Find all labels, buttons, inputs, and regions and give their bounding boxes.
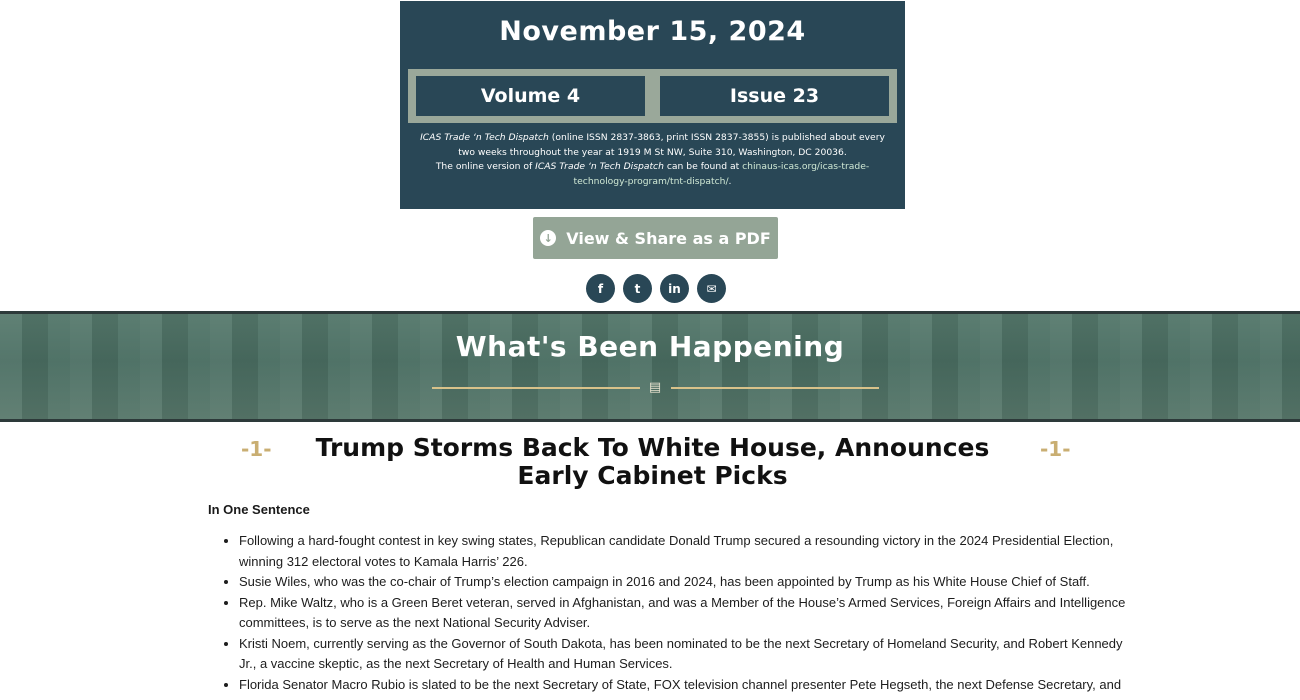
twitter-icon[interactable]: t bbox=[623, 274, 652, 303]
volume-label: Volume 4 bbox=[416, 76, 645, 116]
pdf-button-label: View & Share as a PDF bbox=[566, 228, 771, 248]
list-item: • Rep. Mike Waltz, who is a Green Beret veteran, served in Afghanistan, and was a Member of the House’s Armed Services, Foreign Affairs and Intelligence committees, is to serve as the next National Security Adviser. bbox=[239, 593, 1129, 634]
issn-text: (online ISSN 2837-3863, print ISSN 2837-3855) is published about every two weeks throughout the year at 1919 M St NW, Suite 310, Washington, DC 20036. bbox=[458, 132, 885, 158]
list-item: • Susie Wiles, who was the co-chair of Trump’s election campaign in 2016 and 2024, has been appointed by Trump as his White House Chief of Staff. bbox=[239, 572, 1129, 593]
facebook-icon[interactable]: f bbox=[586, 274, 615, 303]
volume-issue-frame bbox=[408, 69, 897, 123]
section-banner bbox=[0, 311, 1300, 422]
list-item: • Florida Senator Macro Rubio is slated to be the next Secretary of State, FOX television channel presenter Pete Hegseth, the next Defense Secretary, and bbox=[239, 675, 1129, 696]
publication-name-2: ICAS Trade ‘n Tech Dispatch bbox=[535, 161, 664, 172]
publication-name: ICAS Trade ‘n Tech Dispatch bbox=[420, 132, 549, 143]
share-buttons bbox=[586, 274, 726, 303]
summary-list bbox=[208, 531, 1129, 695]
view-share-pdf-button[interactable] bbox=[533, 217, 778, 259]
newspaper-icon: ▤ bbox=[648, 380, 662, 395]
online-prefix: The online version of bbox=[435, 161, 536, 172]
issue-label: Issue 23 bbox=[660, 76, 889, 116]
article-title: Trump Storms Back To White House, Announces Early Cabinet Picks bbox=[315, 433, 990, 490]
list-item: • Following a hard-fought contest in key swing states, Republican candidate Donald Trump secured a resounding victory in the 2024 Presidential Election, winning 312 electoral votes to Kamala Harris’ 226. bbox=[239, 531, 1129, 572]
in-one-sentence-label: In One Sentence bbox=[208, 502, 310, 517]
divider-left bbox=[432, 387, 640, 389]
divider-right bbox=[671, 387, 879, 389]
publication-info bbox=[414, 131, 891, 189]
online-suffix: . bbox=[728, 175, 732, 187]
online-middle: can be found at bbox=[663, 161, 743, 172]
article-number-left: -1- bbox=[241, 437, 272, 461]
section-title: What's Been Happening bbox=[455, 330, 845, 363]
masthead bbox=[400, 1, 905, 209]
email-icon[interactable]: ✉ bbox=[697, 274, 726, 303]
download-circle-icon: ↓ bbox=[540, 230, 556, 246]
online-version-link[interactable]: chinaus-icas.org/icas-trade-technology-program/tnt-dispatch/ bbox=[573, 161, 870, 187]
linkedin-icon[interactable]: in bbox=[660, 274, 689, 303]
issue-date: November 15, 2024 bbox=[499, 16, 806, 47]
article-number-right: -1- bbox=[1040, 437, 1071, 461]
list-item: • Kristi Noem, currently serving as the Governor of South Dakota, has been nominated to be the next Secretary of Homeland Security, and Robert Kennedy Jr., a vaccine skeptic, as the next Secretary of Health and Human Services. bbox=[239, 634, 1129, 675]
